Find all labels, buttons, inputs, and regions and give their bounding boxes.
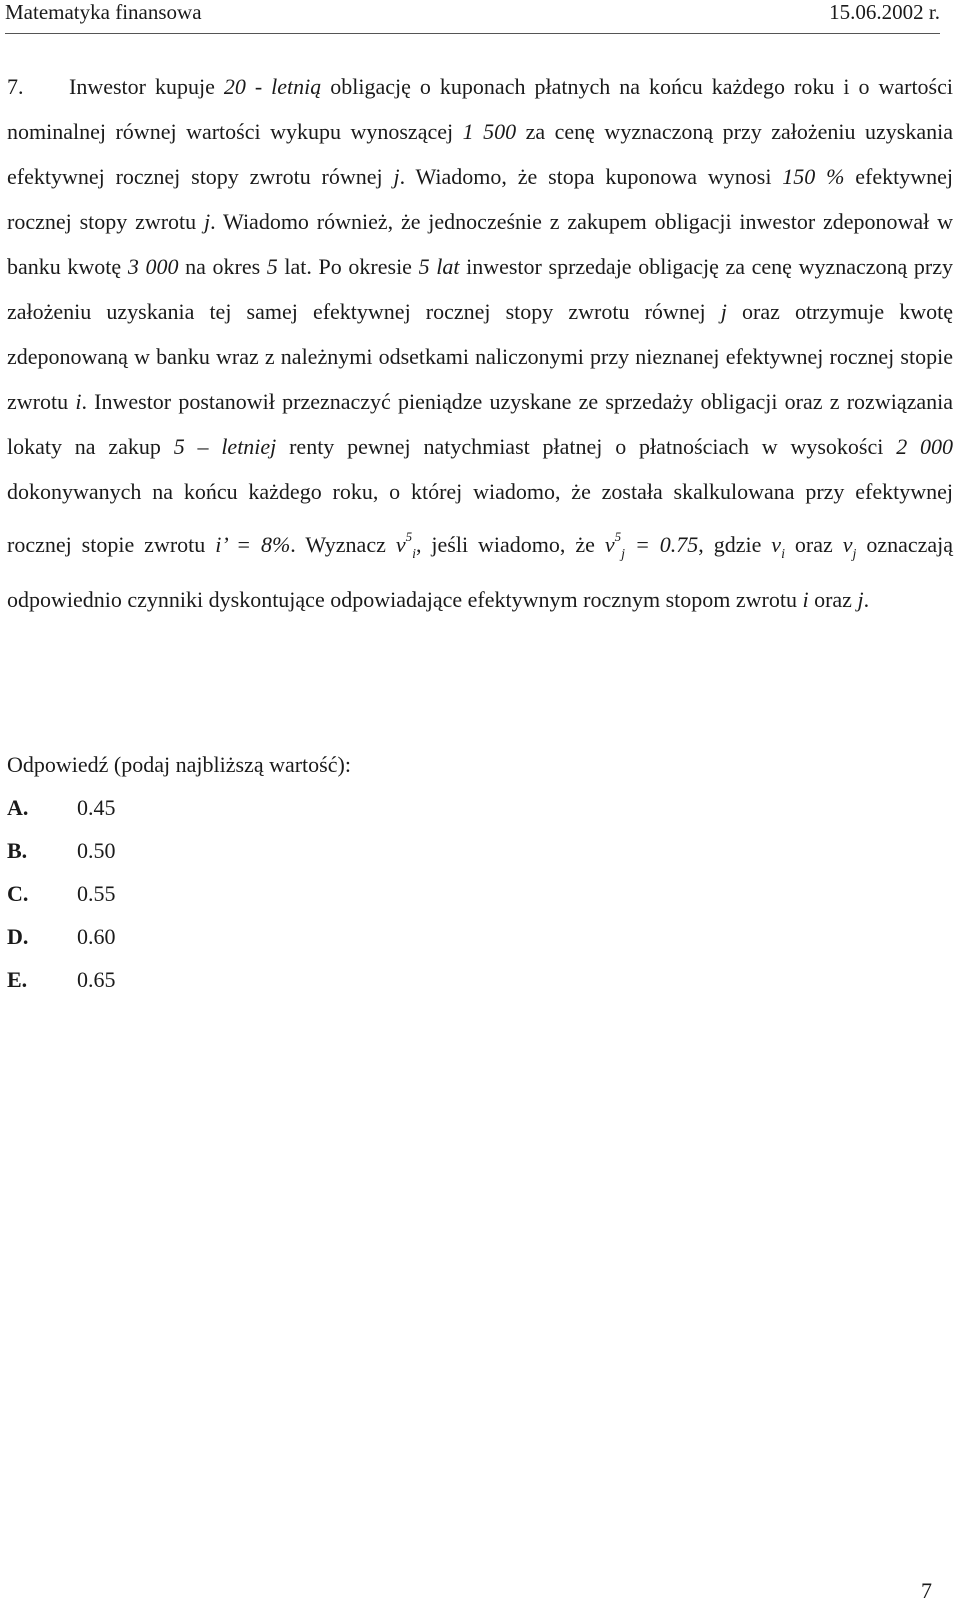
answer-option-a[interactable]: [7, 786, 116, 829]
answer-instructions: Odpowiedź (podaj najbliższą wartość):: [7, 752, 351, 777]
answer-option-d[interactable]: [7, 915, 116, 958]
math-sub: j: [852, 547, 857, 562]
text-run: oraz otrzymuje kwotę zdeponowaną w banku wraz z należnymi odsetkami naliczonymi przy nieznanej efektywnej rocznej stopie zwrotu: [7, 299, 953, 414]
italic-run: j: [204, 209, 211, 234]
text-run: . Inwestor postanowił przeznaczyć pieniądze uzyskane ze sprzedaży obligacji oraz z rozwiązania lokaty na zakup: [7, 389, 953, 459]
text-run: , gdzie: [698, 532, 772, 557]
math-eq: = 0.75: [625, 532, 699, 557]
math-sub: j: [621, 547, 625, 562]
answer-value: 0.55: [77, 881, 116, 906]
math-v: v: [395, 532, 406, 557]
italic-run: 1 500: [462, 119, 517, 144]
italic-run: j: [857, 587, 864, 612]
italic-run: j: [720, 299, 727, 324]
italic-run: 2 000: [896, 434, 953, 459]
math-v-i-5: [395, 529, 416, 562]
answer-letter: E.: [7, 967, 28, 992]
math-sup: 5: [405, 529, 413, 544]
text-run: lat. Po okresie: [277, 254, 419, 279]
italic-run: 20 - letnią: [223, 74, 322, 99]
math-v: v: [604, 532, 615, 557]
text-run: renty pewnej natychmiast płatnej o płatnościach w wysokości: [276, 434, 897, 459]
text-run: na okres: [178, 254, 267, 279]
header-date: 15.06.2002 r.: [829, 0, 940, 24]
math-v: v: [842, 532, 853, 557]
text-run: oraz: [784, 532, 843, 557]
italic-run: 5 – letniej: [173, 434, 277, 459]
math-sub: i: [781, 547, 785, 562]
text-run: oraz: [808, 587, 858, 612]
header-title: Matematyka finansowa: [5, 0, 202, 24]
text-run: , jeśli wiadomo, że: [415, 532, 605, 557]
italic-run: 5: [266, 254, 278, 279]
answer-value: 0.60: [77, 924, 116, 949]
italic-run: i: [75, 389, 82, 414]
answer-option-b[interactable]: [7, 829, 116, 872]
italic-run: 5 lat: [418, 254, 460, 279]
answer-options: [7, 786, 116, 1001]
text-run: .: [863, 587, 870, 612]
math-v-j: [842, 532, 857, 562]
page-number: 7: [921, 1578, 932, 1603]
answer-value: 0.65: [77, 967, 116, 992]
text-run: inwestor sprzedaje obligację za cenę wyznaczoną przy założeniu uzyskania tej samej efektywnej rocznej stopy zwrotu równej: [7, 254, 954, 324]
text-run: dokonywanych na końcu każdego roku, o której wiadomo, że została skalkulowana przy efektywnej rocznej stopie zwrotu: [7, 479, 953, 557]
math-v-i: [771, 532, 785, 562]
italic-run: 3 000: [127, 254, 179, 279]
answer-letter: B.: [7, 838, 28, 863]
answer-option-e[interactable]: [7, 958, 116, 1001]
problem-number: 7.: [7, 74, 24, 99]
answer-value: 0.50: [77, 838, 116, 863]
answer-letter: D.: [7, 924, 29, 949]
answer-option-c[interactable]: [7, 872, 116, 915]
text-run: obligację o kuponach płatnych na końcu każdego roku i o wartości nominalnej równej wartości wykupu wynoszącej: [7, 74, 953, 144]
answer-letter: A.: [7, 795, 29, 820]
math-v: v: [771, 532, 782, 557]
math-v-j-5-eq: [604, 529, 699, 562]
italic-run: i’ = 8%: [215, 532, 291, 557]
answer-letter: C.: [7, 881, 29, 906]
math-sup: 5: [614, 529, 622, 544]
answer-value: 0.45: [77, 795, 116, 820]
text-run: . Wiadomo, że stopa kuponowa wynosi: [399, 164, 783, 189]
text-run: . Wyznacz: [290, 532, 396, 557]
italic-run: i: [802, 587, 809, 612]
italic-run: j: [393, 164, 400, 189]
text-run: oznaczają odpowiednio czynniki dyskontujące odpowiadające efektywnym rocznym stopom zwrotu: [7, 532, 954, 612]
text-run: . Wiadomo również, że jednocześnie z zakupem obligacji inwestor zdeponował w banku kwotę: [7, 209, 953, 279]
problem-text: [7, 64, 953, 622]
italic-run: 150 %: [782, 164, 845, 189]
math-sub: i: [412, 547, 416, 562]
text-run: Inwestor kupuje: [69, 74, 224, 99]
text-run: za cenę wyznaczoną przy założeniu uzyskania efektywnej rocznej stopy zwrotu równej: [7, 119, 953, 189]
page-header: [5, 0, 940, 34]
text-run: efektywnej rocznej stopy zwrotu: [7, 164, 954, 234]
